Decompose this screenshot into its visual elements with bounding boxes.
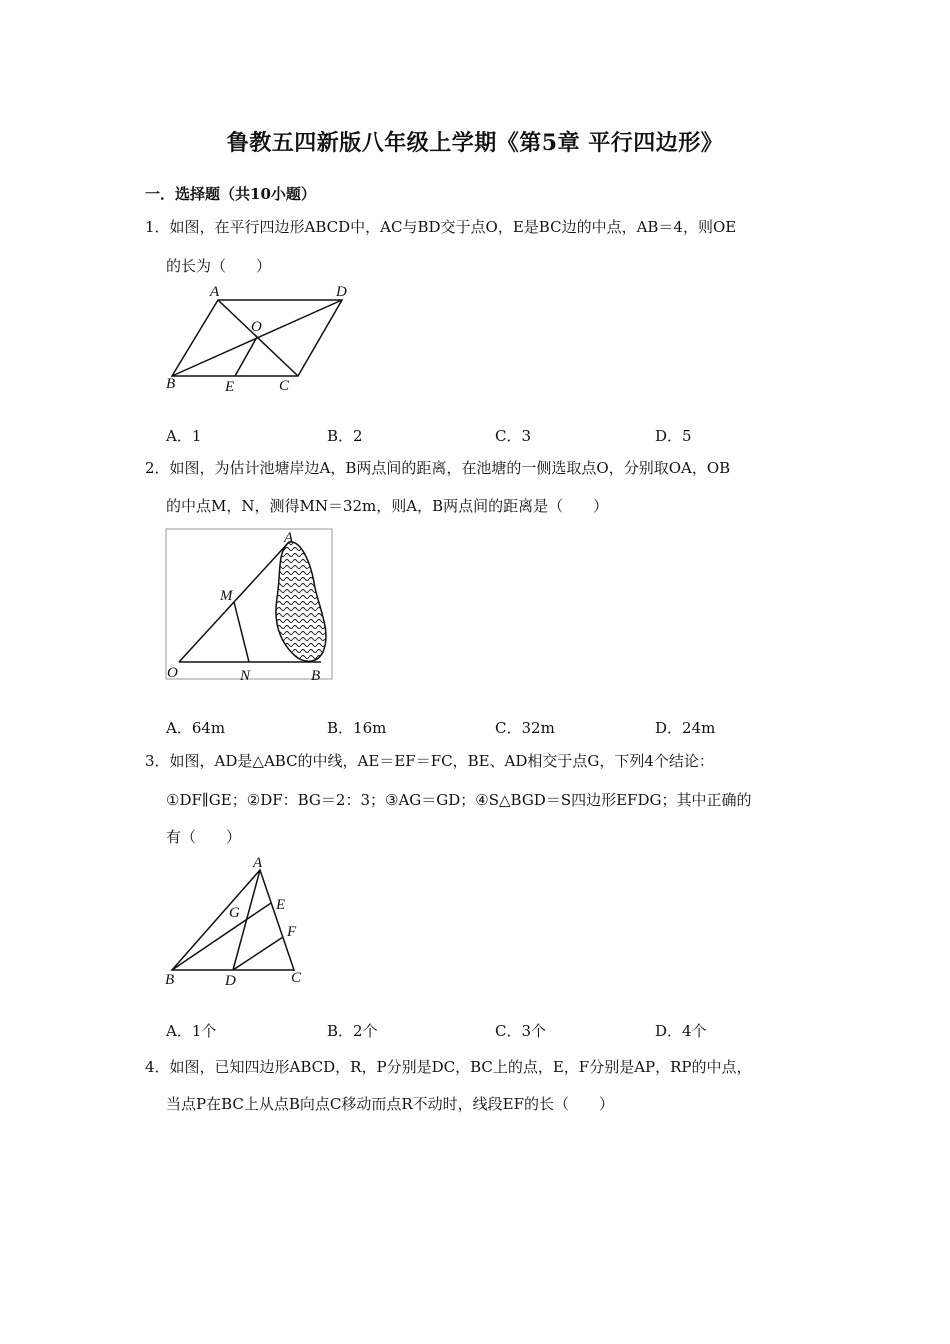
q1-label-c: C: [279, 378, 290, 394]
q2-label-a: A: [284, 530, 294, 546]
q2-option-c[interactable]: C．32m: [495, 719, 555, 737]
q3-label-g: G: [229, 905, 240, 921]
q1-option-a[interactable]: A．1: [166, 427, 202, 445]
q1-option-d[interactable]: D．5: [655, 427, 692, 445]
q2-stem-line2: 的中点M，N，测得MN＝32m，则A，B两点间的距离是（ ）: [166, 497, 609, 515]
q1-label-e: E: [225, 379, 235, 395]
q3-stem-line2: ①DF∥GE；②DF：BG＝2：3；③AG＝GD；④S△BGD＝S四边形EFDG；其中正确的: [166, 791, 752, 809]
q2-segment-mn: [234, 602, 249, 662]
q3-option-c[interactable]: C．3个: [495, 1022, 547, 1040]
q1-option-b[interactable]: B．2: [327, 427, 363, 445]
q2-option-a[interactable]: A．64m: [166, 719, 226, 737]
q1-label-o: O: [251, 319, 262, 335]
q3-label-a: A: [253, 855, 263, 871]
q1-label-b: B: [166, 376, 176, 392]
q3-triangle-figure: [160, 850, 330, 990]
q1-label-d: D: [336, 284, 347, 300]
q2-pond-shape: [276, 542, 326, 661]
q3-label-b: B: [165, 972, 175, 988]
page-title: 鲁教五四新版八年级上学期《第5章 平行四边形》: [226, 130, 724, 156]
q3-label-d: D: [225, 973, 236, 989]
q2-option-b[interactable]: B．16m: [327, 719, 387, 737]
q3-label-c: C: [291, 970, 302, 986]
q3-label-e: E: [276, 897, 286, 913]
q1-parallelogram-figure: [160, 280, 370, 400]
q3-option-d[interactable]: D．4个: [655, 1022, 707, 1040]
q4-stem-line2: 当点P在BC上从点B向点C移动而点R不动时，线段EF的长（ ）: [166, 1095, 615, 1113]
q2-pond-figure: [165, 528, 335, 688]
q2-label-b: B: [311, 668, 321, 684]
section-heading: 一．选择题（共10小题）: [145, 185, 316, 203]
q3-label-f: F: [287, 924, 297, 940]
q4-stem-line1: 4．如图，已知四边形ABCD，R，P分别是DC，BC上的点，E，F分别是AP，RP的中点，: [145, 1058, 752, 1076]
q1-label-a: A: [210, 284, 220, 300]
q2-option-d[interactable]: D．24m: [655, 719, 716, 737]
q3-stem-line1: 3．如图，AD是△ABC的中线，AE＝EF＝FC，BE、AD相交于点G，下列4个结论：: [145, 752, 714, 770]
q1-stem-line1: 1．如图，在平行四边形ABCD中，AC与BD交于点O，E是BC边的中点，AB＝4，则OE: [145, 218, 737, 236]
q3-option-b[interactable]: B．2个: [327, 1022, 378, 1040]
q3-stem-line3: 有（ ）: [166, 828, 242, 846]
q2-label-n: N: [240, 668, 251, 684]
q1-stem-line2: 的长为（ ）: [166, 257, 272, 275]
q2-stem-line1: 2．如图，为估计池塘岸边A，B两点间的距离，在池塘的一侧选取点O，分别取OA，OB: [145, 459, 731, 477]
q2-label-o: O: [167, 665, 178, 681]
q3-option-a[interactable]: A．1个: [166, 1022, 217, 1040]
q1-option-c[interactable]: C．3: [495, 427, 532, 445]
q2-label-m: M: [220, 588, 233, 604]
